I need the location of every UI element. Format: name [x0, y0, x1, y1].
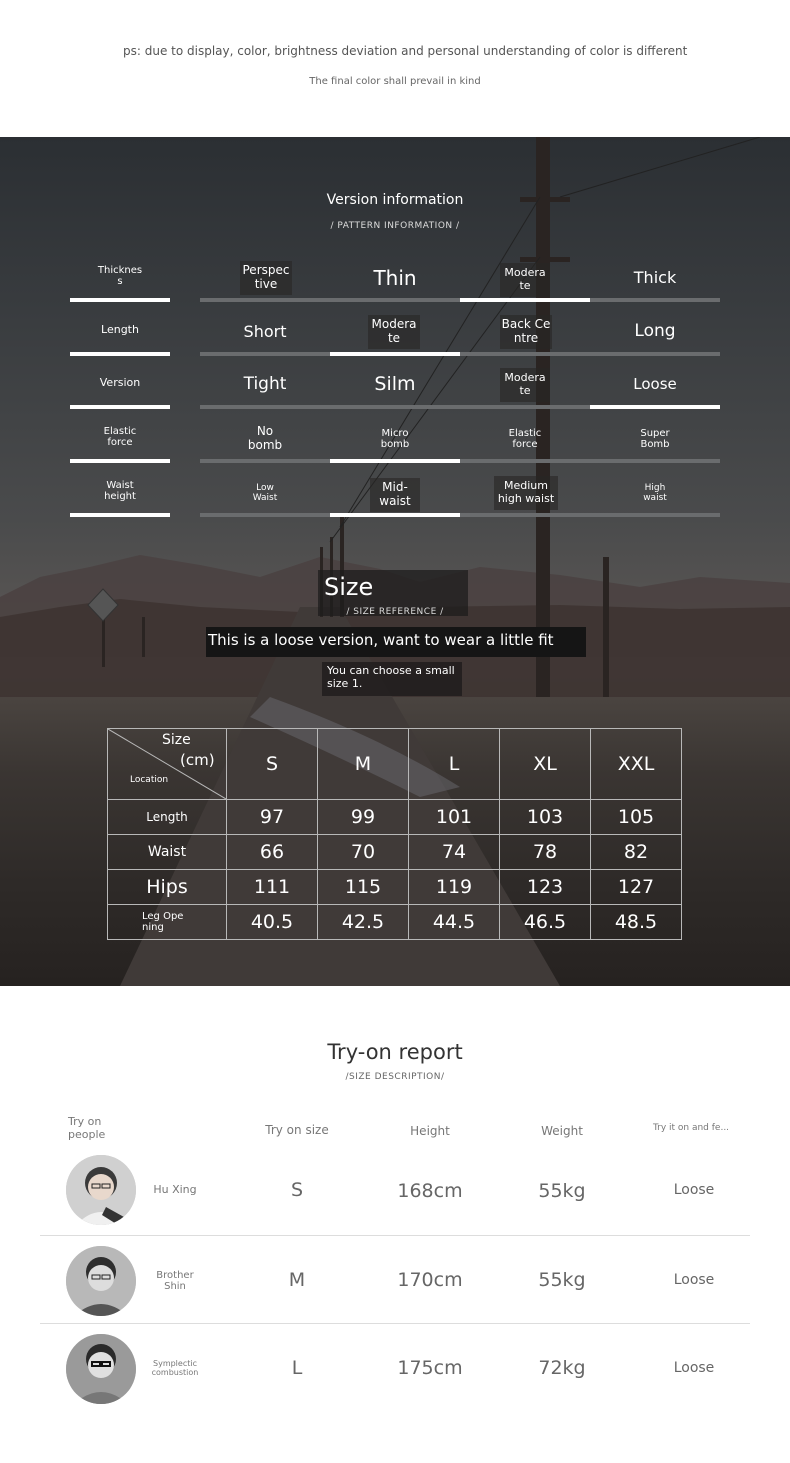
notice-line-2: The final color shall prevail in kind	[309, 76, 481, 87]
size-row-label: Leg Ope ning	[108, 905, 227, 940]
person-size: S	[290, 1179, 304, 1201]
pattern-bar	[200, 298, 460, 302]
size-cell: 127	[591, 870, 682, 905]
pattern-row-elastic	[0, 416, 790, 460]
size-col-header: S	[227, 729, 318, 800]
pattern-row-thickness	[0, 255, 790, 299]
pattern-option: Thin	[373, 265, 417, 290]
size-header-row	[108, 729, 682, 800]
avatar	[66, 1246, 136, 1316]
pattern-row-version	[0, 362, 790, 406]
try-on-report-section	[0, 986, 790, 1463]
pattern-option: Short	[243, 321, 287, 341]
avatar	[66, 1155, 136, 1225]
pattern-bar-selected	[330, 352, 460, 356]
header-size: Try on size	[265, 1123, 329, 1137]
person-size: L	[291, 1357, 303, 1379]
size-cell: 42.5	[318, 905, 409, 940]
pattern-option: Long	[634, 321, 676, 342]
person-height: 168cm	[397, 1180, 463, 1202]
pattern-option: Tight	[243, 374, 287, 395]
try-on-row	[40, 1324, 750, 1412]
pattern-row-label-bar	[70, 405, 170, 409]
size-cell: 82	[591, 835, 682, 870]
size-col-header: L	[409, 729, 500, 800]
size-row-hips	[108, 870, 682, 905]
size-col-header: XXL	[591, 729, 682, 800]
pattern-option: Thick	[633, 267, 677, 287]
choose-size-note: You can choose a small size 1.	[322, 662, 462, 696]
pattern-option-selected: Micro bomb	[380, 427, 410, 450]
pattern-bar-selected	[460, 298, 590, 302]
size-cell: 78	[500, 835, 591, 870]
size-cell: 119	[409, 870, 500, 905]
pattern-option-selected: Modera te	[500, 263, 550, 297]
pattern-option: Back Ce ntre	[500, 315, 552, 349]
pattern-and-size-section	[0, 137, 790, 986]
size-cell: 97	[227, 800, 318, 835]
pattern-bar-selected	[330, 459, 460, 463]
size-cell: 99	[318, 800, 409, 835]
person-weight: 55kg	[538, 1180, 586, 1202]
pattern-row-label: Elastic force	[103, 425, 137, 448]
pattern-option: No bomb	[247, 424, 283, 452]
size-row-waist	[108, 835, 682, 870]
version-info-subtitle: / PATTERN INFORMATION /	[330, 221, 460, 231]
size-header-corner	[108, 729, 227, 800]
size-cell: 44.5	[409, 905, 500, 940]
pattern-bar-selected	[330, 513, 460, 517]
person-name: Brother Shin	[156, 1270, 194, 1292]
person-name: Hu Xing	[153, 1183, 197, 1196]
size-cell: 115	[318, 870, 409, 905]
pattern-option-selected: Mid- waist	[370, 478, 420, 512]
person-feel: Loose	[673, 1182, 715, 1198]
size-row-length	[108, 800, 682, 835]
pattern-bar	[460, 352, 720, 356]
pattern-bar	[200, 405, 590, 409]
size-subtitle: / SIZE REFERENCE /	[346, 607, 444, 617]
pattern-row-label-bar	[70, 352, 170, 356]
person-feel: Loose	[673, 1360, 715, 1376]
pattern-option: Super Bomb	[640, 427, 670, 450]
person-height: 170cm	[397, 1269, 463, 1291]
size-cell: 103	[500, 800, 591, 835]
size-col-header: XL	[500, 729, 591, 800]
pattern-bar	[590, 298, 720, 302]
header-height: Height	[410, 1124, 450, 1138]
pattern-option: Modera te	[500, 368, 550, 402]
person-name: Symplectic combustion	[151, 1359, 199, 1377]
size-title: Size	[318, 570, 468, 616]
avatar	[66, 1334, 136, 1404]
size-row-leg-opening	[108, 905, 682, 940]
pattern-row-label: Thicknes s	[97, 264, 143, 287]
pattern-option: Medium high waist	[494, 476, 558, 510]
notice-line-1: ps: due to display, color, brightness deviation and personal understanding of color is different	[123, 44, 688, 58]
header-feel: Try it on and fe...	[652, 1123, 730, 1133]
person-weight: 72kg	[538, 1357, 586, 1379]
pattern-bar	[200, 352, 330, 356]
header-cm-label: (cm)	[180, 751, 215, 769]
size-col-header: M	[318, 729, 409, 800]
pattern-option-selected: Loose	[633, 375, 677, 394]
pattern-row-waist-height	[0, 470, 790, 514]
pattern-row-label-bar	[70, 298, 170, 302]
size-cell: 66	[227, 835, 318, 870]
size-row-label: Hips	[108, 870, 227, 905]
size-cell: 70	[318, 835, 409, 870]
pattern-option: Silm	[374, 373, 416, 396]
size-cell: 111	[227, 870, 318, 905]
size-row-label: Length	[108, 800, 227, 835]
try-on-row	[40, 1236, 750, 1324]
person-size: M	[288, 1269, 306, 1291]
size-cell: 123	[500, 870, 591, 905]
pattern-bar	[200, 513, 330, 517]
pattern-option: Perspec tive	[240, 261, 292, 295]
header-size-label: Size	[162, 732, 191, 748]
size-cell: 46.5	[500, 905, 591, 940]
try-on-row	[40, 1148, 750, 1236]
header-location-label: Location	[130, 775, 169, 785]
try-on-title: Try-on report	[327, 1040, 463, 1064]
size-cell: 40.5	[227, 905, 318, 940]
size-chart-table	[107, 728, 682, 940]
pattern-bar	[200, 459, 330, 463]
notice-section	[0, 0, 790, 137]
version-info-title: Version information	[326, 192, 464, 208]
pattern-bar	[460, 513, 720, 517]
person-height: 175cm	[397, 1357, 463, 1379]
pattern-bar-selected	[590, 405, 720, 409]
try-on-subtitle: /SIZE DESCRIPTION/	[345, 1072, 445, 1082]
pattern-option: High waist	[643, 482, 667, 503]
pattern-row-label: Waist height	[104, 479, 136, 502]
size-cell: 48.5	[591, 905, 682, 940]
person-weight: 55kg	[538, 1269, 586, 1291]
pattern-bar	[460, 459, 720, 463]
pattern-row-length	[0, 309, 790, 353]
pattern-row-label: Version	[99, 375, 141, 389]
pattern-row-label: Length	[101, 322, 139, 336]
size-cell: 105	[591, 800, 682, 835]
loose-version-note: This is a loose version, want to wear a little fit	[206, 627, 586, 657]
size-cell: 101	[409, 800, 500, 835]
header-people: Try on people	[68, 1115, 106, 1141]
pattern-option: Low Waist	[252, 482, 278, 503]
size-cell: 74	[409, 835, 500, 870]
header-weight: Weight	[541, 1124, 583, 1138]
pattern-row-label-bar	[70, 513, 170, 517]
pattern-option-selected: Modera te	[368, 315, 420, 349]
pattern-row-label-bar	[70, 459, 170, 463]
person-feel: Loose	[673, 1272, 715, 1288]
size-row-label: Waist	[108, 835, 227, 870]
pattern-option: Elastic force	[508, 427, 542, 450]
